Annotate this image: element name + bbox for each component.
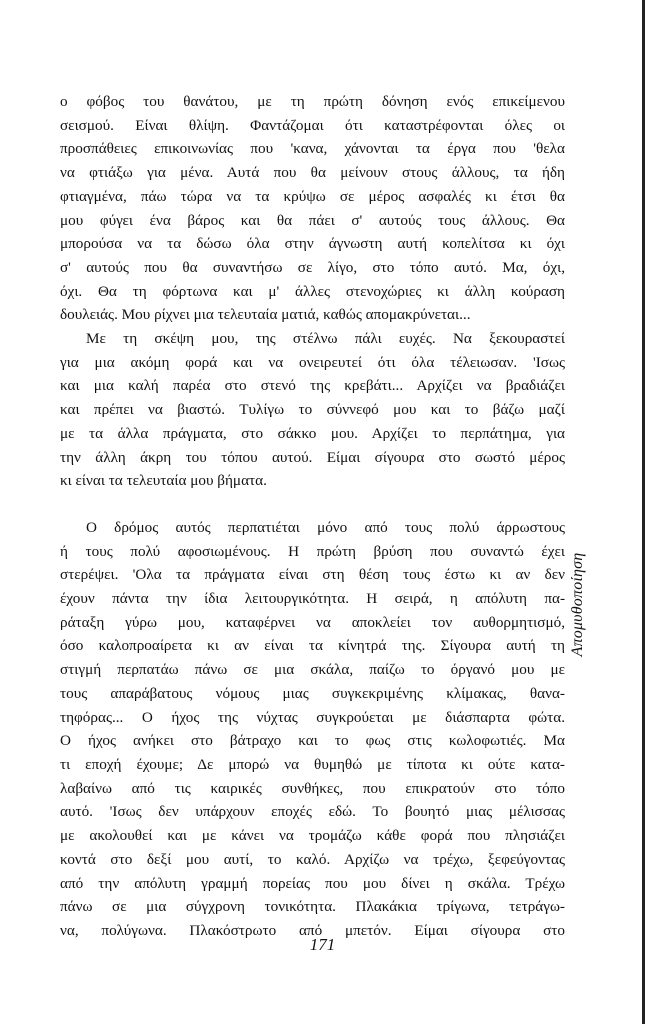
text-line: κι είναι τα τελευταία μου βήματα. bbox=[60, 472, 267, 490]
text-line: πάνω σε μια σύγχρονη τονικότητα. Πλακάκια τρίγωνα, τετράγω- bbox=[60, 898, 565, 916]
text-line: μου φύγει ένα βάρος και θα πάει σ' αυτούς τους άλλους. Θα bbox=[60, 211, 565, 229]
text-line: Ο δρόμος αυτός περπατιέται μόνο από τους πολύ άρρωστους bbox=[86, 518, 565, 536]
running-title-vertical: Απομυθοποίηση bbox=[569, 552, 586, 657]
text-line: ή τους πολύ αφοσιωμένους. Η πρώτη βρύση που συναντώ έχει bbox=[60, 542, 565, 560]
text-line: Ο ήχος ανήκει στο βάτραχο και το φως στις κωλοφωτιές. Μα bbox=[60, 732, 565, 750]
text-line: όχι. Θα τη φόρτωνα και μ' άλλες στενοχώριες κι άλλη κούραση bbox=[60, 282, 565, 300]
text-line: στιγμή περπατάω πάνω σε μια σκάλα, παίζω το όργανό μου με bbox=[60, 661, 565, 679]
text-line: να φτιάξω για μένα. Αυτά που θα μείνουν στους άλλους, τα ήδη bbox=[60, 164, 565, 182]
text-line: έχουν πάντα την ίδια λειτουργικότητα. Η σειρά, η απόλυτη πα- bbox=[60, 590, 565, 608]
page-body-text bbox=[60, 90, 565, 943]
paragraph-gap bbox=[60, 493, 565, 516]
text-line: δουλειάς. Μου ρίχνει μια τελευταία ματιά, καθώς απομακρύνεται... bbox=[60, 306, 471, 324]
page-number: 171 bbox=[309, 935, 336, 954]
text-line: και πρέπει να βιαστώ. Τυλίγω το σύννεφό μου και το βάζω μαζί bbox=[60, 401, 565, 419]
text-line: ράταξη γύρω μου, καταφέρνει να αποκλείει τον αυθορμητισμό, bbox=[60, 613, 565, 631]
text-line: Με τη σκέψη μου, της στέλνω πάλι ευχές. Να ξεκουραστεί bbox=[86, 330, 565, 348]
paragraph bbox=[60, 327, 565, 493]
paragraph bbox=[60, 516, 565, 943]
text-line: κοντά στο δεξί μου αυτί, το καλό. Αρχίζω να τρέχω, ξεφεύγοντας bbox=[60, 850, 565, 868]
text-line: μπορούσα να τα δώσω όλα στην άγνωστη αυτή κοπελίτσα κι όχι bbox=[60, 235, 565, 253]
text-line: από την απόλυτη γραμμή πορείας που μου δίνει η σκάλα. Τρέχω bbox=[60, 874, 565, 892]
text-line: ο φόβος του θανάτου, με τη πρώτη δόνηση ενός επικείμενου bbox=[60, 93, 565, 110]
text-line: την άλλη άκρη του τόπου αυτού. Είμαι σίγουρα στο σωστό μέρος bbox=[60, 448, 565, 466]
text-line: με ακολουθεί και με κάνει να τρομάζω κάθε φορά που πλησιάζει bbox=[60, 827, 565, 845]
text-line: φτιαγμένα, πάω τώρα να τα κρύψω σε μέρος ασφαλές κι έτσι θα bbox=[60, 187, 565, 205]
text-line: για μια ακόμη φορά και να ονειρευτεί ότι όλα τέλειωσαν. 'Ισως bbox=[60, 353, 565, 371]
text-line: όσο καλοπροαίρετα κι αν είναι τα κίνητρά της. Σίγουρα αυτή τη bbox=[60, 637, 565, 655]
text-line: στερέψει. 'Ολα τα πράγματα είναι στη θέση τους έστω κι αν δεν bbox=[60, 566, 565, 584]
text-line: προσπάθειες επικοινωνίας που 'κανα, χάνονται τα έργα που 'θελα bbox=[60, 140, 565, 158]
text-line: με τα άλλα πράγματα, στο σάκκο μου. Αρχίζει το περπάτημα, για bbox=[60, 424, 565, 442]
text-line: λαβαίνω από τις καιρικές συνθήκες, που επικρατούν στο τόπο bbox=[60, 779, 565, 797]
paragraph bbox=[60, 90, 565, 327]
text-line: σεισμού. Είναι θλίψη. Φαντάζομαι ότι καταστρέφονται όλες οι bbox=[60, 116, 565, 134]
text-line: τηφόρας... Ο ήχος της νύχτας συγκρούεται με διάσπαρτα φώτα. bbox=[60, 708, 565, 726]
text-line: και μια καλή παρέα στο στενό της κρεβάτι... Αρχίζει να βραδιάζει bbox=[60, 377, 565, 395]
text-line: τι εποχή έχουμε; Δε μπορώ να θυμηθώ με τίποτα κι ούτε κατα- bbox=[60, 755, 565, 773]
text-line: τους απαράβατους νόμους μιας συγκεκριμένης κλίμακας, θανα- bbox=[60, 684, 565, 702]
text-line: να, πολύγωνα. Πλακόστρωτο από μπετόν. Είμαι σίγουρα στο bbox=[60, 921, 565, 939]
text-line: σ' αυτούς που θα συναντήσω σε λίγο, στο τόπο αυτό. Μα, όχι, bbox=[60, 258, 565, 276]
text-line: αυτό. 'Ισως δεν υπάρχουν εποχές εδώ. Το βουητό μιας μέλισσας bbox=[60, 803, 565, 821]
